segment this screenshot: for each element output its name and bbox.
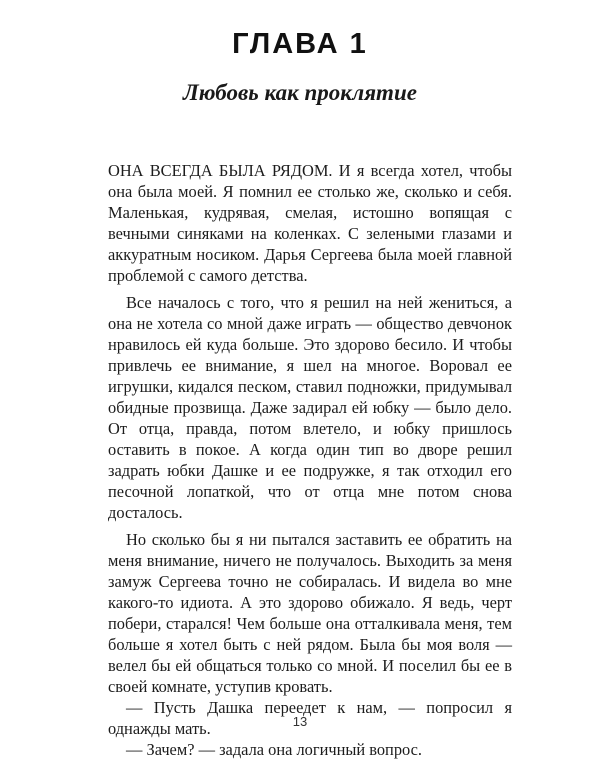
paragraph: Все началось с того, что я решил на ней жениться, а она не хотела со мной даже играть — общество девчонок нравилось ей куда больше. Это здорово бесило. И чтобы привлечь ее внимание, я шел на многое. Воровал ее игрушки, кидался песком, ставил подножки, придумывал обидные прозвища. Даже задирал ей юбку — было дело. От отца, правда, потом влетело, и юбку пришлось оставить в покое. А когда один тип во дворе решил задрать юбки Дашке и ее подружке, я так отходил его песочной лопаткой, что от отца мне потом снова досталось.: [108, 293, 512, 522]
paragraph: ОНА ВСЕГДА БЫЛА РЯДОМ. И я всегда хотел, чтобы она была моей. Я помнил ее столько же, сколько и себя. Маленькая, кудрявая, смелая, истошно вопящая с вечными синяками на коленках. С зелеными глазами и аккуратным носиком. Дарья Сергеева была моей главной проблемой с самого детства.: [108, 161, 512, 285]
dialogue-line: — Зачем? — задала она логичный вопрос.: [126, 740, 422, 759]
paragraph: Но сколько бы я ни пытался заставить ее обратить на меня внимание, ничего не получалось. Выходить за меня замуж Сергеева точно не собиралась. И видела во мне какого-то идиота. А это здорово обижало. Я ведь, черт побери, старался! Чем больше она отталкивала меня, тем больше я хотел быть с ней рядом. Была бы моя воля — велел бы ей общаться только со мной. И поселил бы ее в своей комнате, уступив кровать.: [108, 530, 512, 696]
dialogue-line: — Пусть Дашка переедет к нам, — попросил я однажды мать.: [108, 698, 512, 738]
chapter-title: ГЛАВА 1: [232, 28, 368, 60]
chapter-subtitle: Любовь как проклятие: [183, 80, 417, 105]
body-text: [108, 160, 512, 760]
page-number: 13: [292, 714, 308, 729]
